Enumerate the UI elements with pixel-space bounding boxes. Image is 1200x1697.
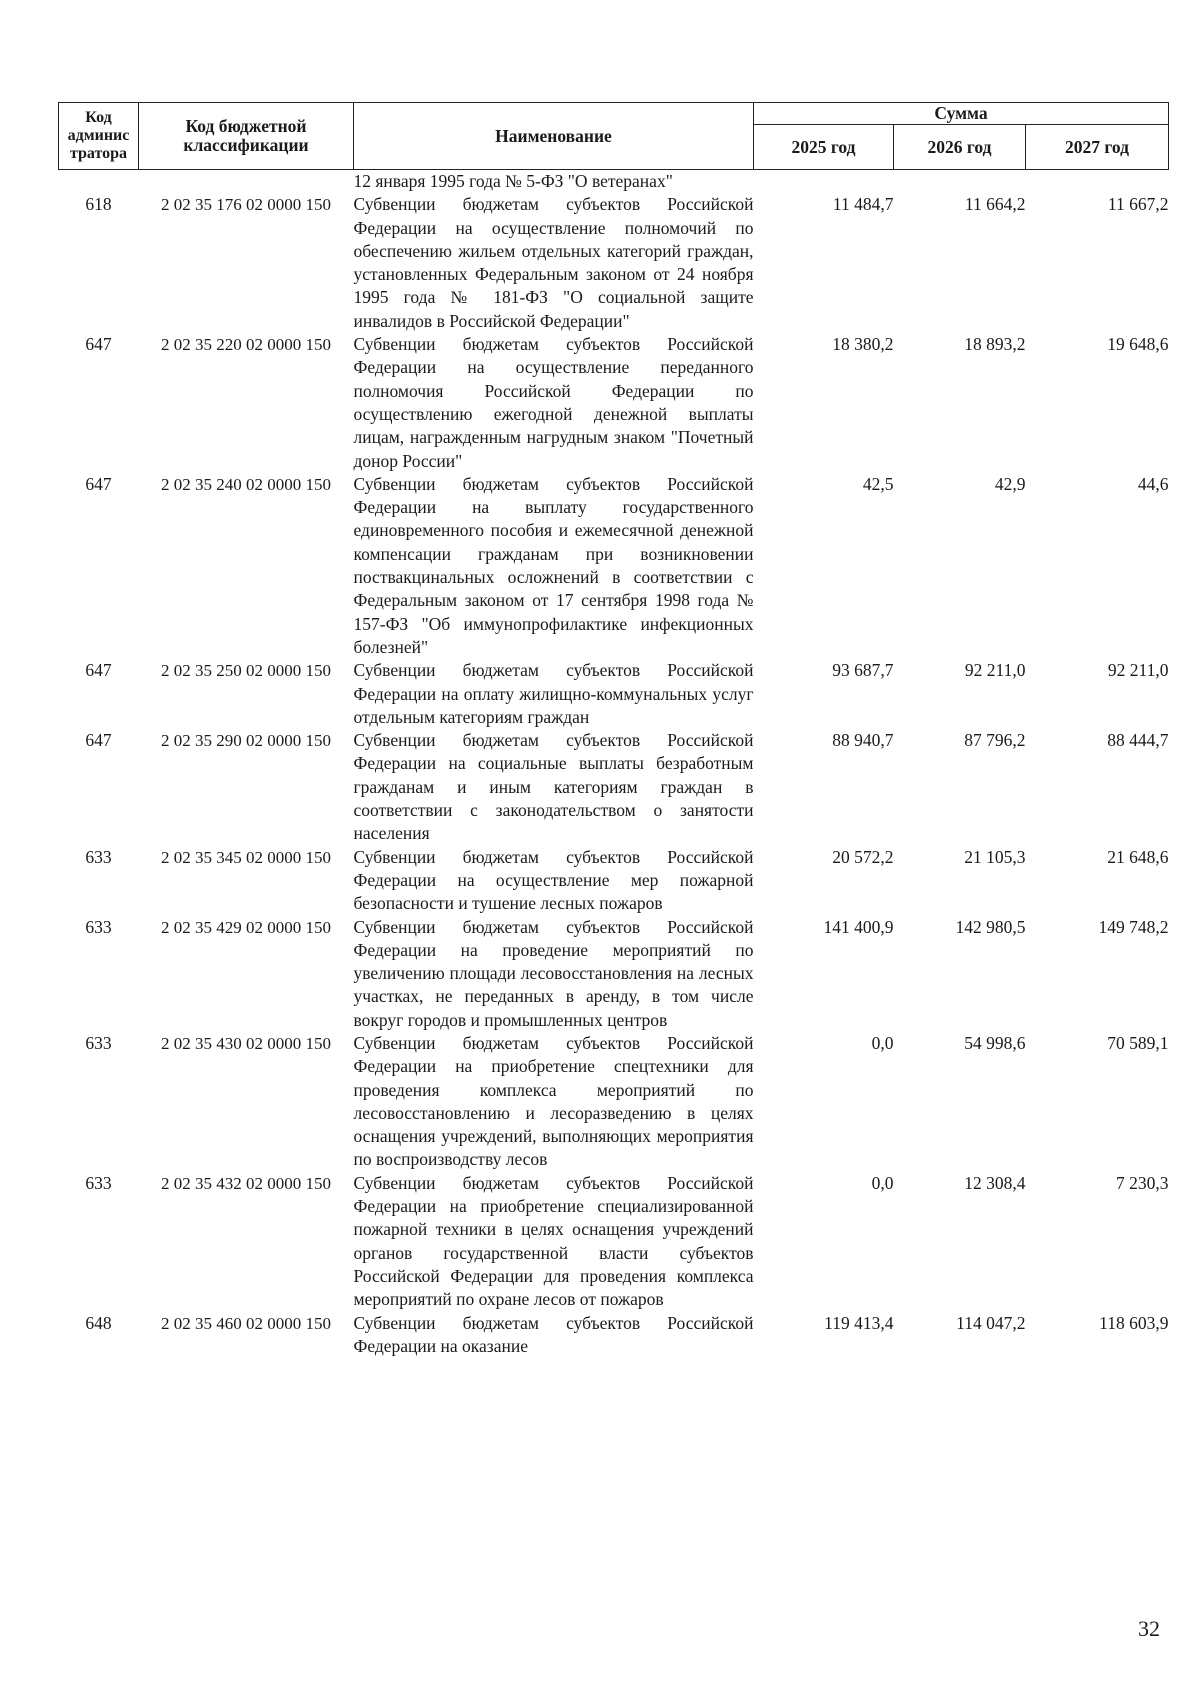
cell-2027: 11 667,2 — [1107, 194, 1169, 214]
page-number: 32 — [1138, 1616, 1160, 1641]
cell-2027: 21 648,6 — [1107, 846, 1169, 867]
cell-2026: 11 664,2 — [964, 194, 1026, 214]
cell-2026: 142 980,5 — [955, 916, 1026, 937]
cell-admin-code: 633 — [85, 846, 112, 867]
continuation-text: 12 января 1995 года № 5-ФЗ "О ветеранах" — [353, 171, 673, 191]
cell-name-text: Субвенции бюджетам субъектов Российской Федерации на оплату жилищно-коммунальных услуг отдельным категориям граждан — [353, 660, 754, 727]
cell-name-text: Субвенции бюджетам субъектов Российской Федерации на выплату государственного единовременного пособия и ежемесячной денежной компенсации гражданам при возникновении поствакцинальных осложнений в соответствии с Федеральным законом от 17 сентября 1998 года № 157-ФЗ "Об иммунопрофилактике инфекционных болезней" — [353, 473, 754, 657]
cell-name — [354, 846, 754, 916]
cell-admin-code: 647 — [85, 334, 112, 355]
cell-name — [354, 729, 754, 845]
cell-2025: 11 484,7 — [832, 194, 894, 214]
cell-budget-code: 2 02 35 176 02 0000 150 — [161, 195, 331, 214]
cell-name — [354, 659, 754, 729]
cell-budget-code: 2 02 35 430 02 0000 150 — [161, 1033, 331, 1053]
cell-name — [354, 1032, 754, 1172]
cell-2026: 87 796,2 — [964, 730, 1026, 751]
table-row — [59, 916, 1169, 1032]
cell-2025: 88 940,7 — [832, 730, 894, 751]
header-admin-code: Код админис тратора — [59, 103, 139, 170]
table-row — [59, 473, 1169, 659]
cell-2026: 54 998,6 — [964, 1032, 1026, 1053]
cell-admin-code: 647 — [85, 473, 112, 494]
cell-2027: 19 648,6 — [1107, 334, 1169, 355]
cell-name — [354, 170, 754, 334]
cell-2026: 92 211,0 — [964, 660, 1026, 681]
table-row — [59, 170, 1169, 334]
cell-budget-code: 2 02 35 460 02 0000 150 — [161, 1313, 331, 1333]
cell-name-text: Субвенции бюджетам субъектов Российской Федерации на приобретение специализированной пожарной техники в целях оснащения учреждений органов государственной власти субъектов Российской Федерации для проведения комплекса мероприятий по охране лесов от пожаров — [353, 1172, 754, 1310]
cell-2025: 141 400,9 — [823, 916, 894, 937]
cell-budget-code: 2 02 35 240 02 0000 150 — [161, 474, 331, 494]
cell-name-text: Субвенции бюджетам субъектов Российской Федерации на осуществление полномочий по обеспечению жильем отдельных категорий граждан, установленных Федеральным законом от 24 ноября 1995 года № 181-ФЗ "О социальной защите инвалидов в Российской Федерации" — [353, 194, 754, 331]
cell-2027: 92 211,0 — [1107, 660, 1169, 681]
cell-2027: 70 589,1 — [1107, 1032, 1169, 1053]
budget-table — [58, 102, 1169, 1358]
cell-2027: 7 230,3 — [1116, 1172, 1169, 1193]
cell-2025: 42,5 — [862, 473, 894, 494]
cell-2025: 119 413,4 — [824, 1312, 894, 1333]
cell-name-text: Субвенции бюджетам субъектов Российской Федерации на осуществление мер пожарной безопасности и тушение лесных пожаров — [353, 846, 754, 914]
cell-name — [354, 473, 754, 659]
header-year-2025: 2025 год — [754, 125, 894, 170]
table-header — [59, 103, 1169, 170]
cell-name-text: Субвенции бюджетам субъектов Российской Федерации на проведение мероприятий по увеличению площади лесовосстановления на лесных участках, не переданных в аренду, в том числе вокруг городов и промышленных центров — [353, 916, 754, 1030]
cell-budget-code: 2 02 35 220 02 0000 150 — [161, 335, 331, 355]
cell-2027: 88 444,7 — [1107, 730, 1169, 751]
cell-2026: 12 308,4 — [964, 1172, 1026, 1193]
cell-name-text: Субвенции бюджетам субъектов Российской Федерации на осуществление переданного полномочия Российской Федерации по осуществлению ежегодной денежной выплаты лицам, награжденным нагрудным знаком "Почетный донор России" — [353, 334, 754, 471]
cell-budget-code: 2 02 35 250 02 0000 150 — [161, 661, 331, 681]
table-row — [59, 1172, 1169, 1312]
cell-2025: 0,0 — [871, 1032, 894, 1053]
cell-admin-code: 647 — [85, 660, 112, 681]
header-year-2027: 2027 год — [1026, 125, 1169, 170]
cell-name — [354, 333, 754, 473]
cell-admin-code: 633 — [85, 916, 112, 937]
cell-admin-code: 618 — [85, 194, 112, 214]
cell-2025: 20 572,2 — [832, 846, 894, 867]
cell-name — [354, 1312, 754, 1359]
table-row — [59, 333, 1169, 473]
cell-2027: 118 603,9 — [1099, 1312, 1169, 1333]
header-sum: Сумма — [754, 103, 1169, 125]
header-year-2026: 2026 год — [894, 125, 1026, 170]
cell-name-text: Субвенции бюджетам субъектов Российской Федерации на оказание — [353, 1312, 754, 1356]
cell-admin-code: 647 — [85, 730, 112, 751]
cell-2025: 93 687,7 — [832, 660, 894, 681]
cell-name — [354, 916, 754, 1032]
table-body — [59, 170, 1169, 1359]
cell-2025: 0,0 — [871, 1172, 894, 1193]
cell-admin-code: 633 — [85, 1172, 112, 1193]
table-row — [59, 1032, 1169, 1172]
cell-name-text: Субвенции бюджетам субъектов Российской Федерации на социальные выплаты безработным гражданам и иным категориям граждан в соответствии с законодательством о занятости населения — [353, 730, 754, 844]
cell-2025: 18 380,2 — [832, 334, 894, 355]
cell-2026: 18 893,2 — [964, 334, 1026, 355]
cell-name-text: Субвенции бюджетам субъектов Российской Федерации на приобретение спецтехники для проведения комплекса мероприятий по лесовосстановлению и лесоразведению в целях оснащения учреждений, выполняющих мероприятия по воспроизводству лесов — [353, 1032, 754, 1170]
table-row — [59, 846, 1169, 916]
table-row — [59, 1312, 1169, 1359]
cell-2027: 149 748,2 — [1098, 916, 1169, 937]
table-row — [59, 729, 1169, 845]
header-budget-code: Код бюджетной классификации — [139, 103, 354, 170]
cell-budget-code: 2 02 35 290 02 0000 150 — [161, 731, 331, 751]
cell-2026: 21 105,3 — [964, 846, 1026, 867]
table-row — [59, 659, 1169, 729]
cell-admin-code: 648 — [85, 1312, 112, 1333]
header-name: Наименование — [354, 103, 754, 170]
cell-2026: 114 047,2 — [956, 1312, 1026, 1333]
cell-2026: 42,9 — [994, 473, 1026, 494]
cell-budget-code: 2 02 35 345 02 0000 150 — [161, 847, 331, 867]
cell-name — [354, 1172, 754, 1312]
cell-budget-code: 2 02 35 432 02 0000 150 — [161, 1173, 331, 1193]
cell-admin-code: 633 — [85, 1032, 112, 1053]
cell-2027: 44,6 — [1137, 473, 1169, 494]
cell-budget-code: 2 02 35 429 02 0000 150 — [161, 917, 331, 937]
